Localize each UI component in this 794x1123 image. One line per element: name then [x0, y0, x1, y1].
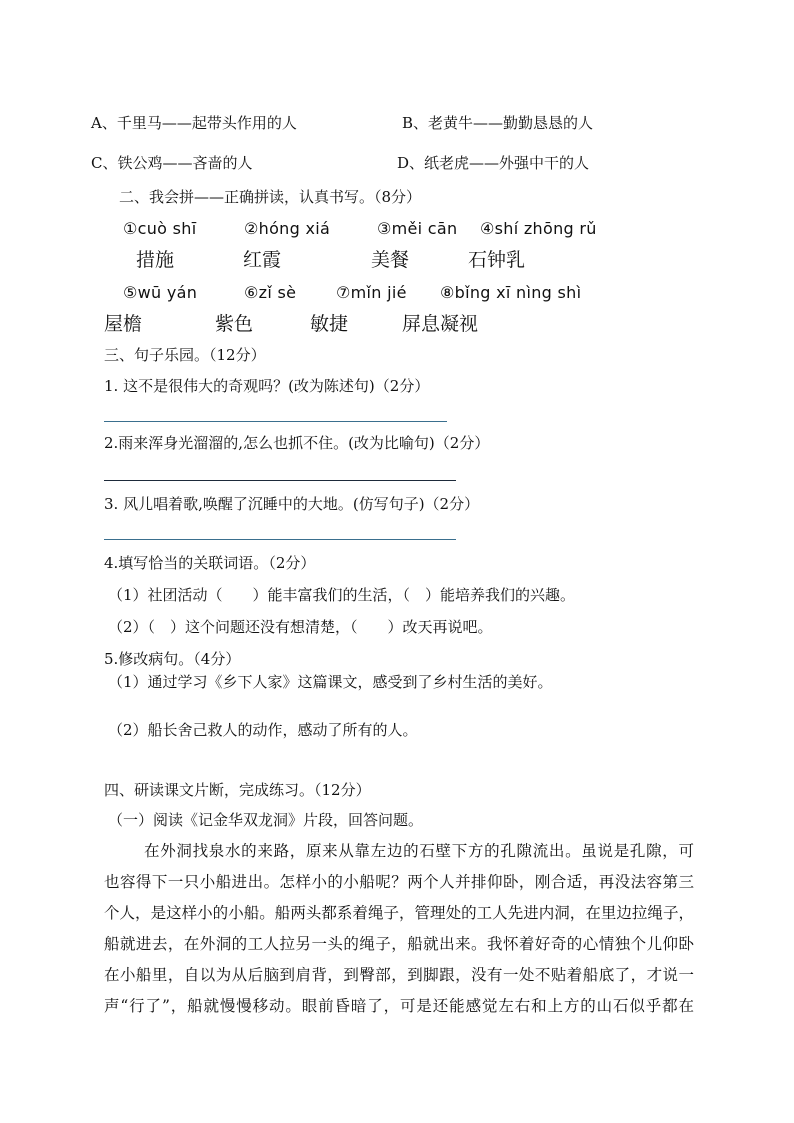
- option-b: B、老黄牛——勤勤恳恳的人: [402, 114, 594, 132]
- section4-subtitle: （一）阅读《记金华双龙洞》片段，回答问题。: [108, 811, 424, 829]
- word-6: 紫色: [215, 313, 254, 335]
- question-4-1: （1）社团活动（ ）能丰富我们的生活，（ ）能培养我们的兴趣。: [108, 586, 576, 604]
- question-4-2: （2）（ ）这个问题还没有想清楚，（ ）改天再说吧。: [108, 618, 493, 636]
- passage-line-6: 声“行了”，船就慢慢移动。眼前昏暗了，可是还能感觉左右和上方的山石似乎都在: [104, 997, 694, 1015]
- pinyin-2: ②hóng xiá: [244, 219, 331, 238]
- pinyin-8: ⑧bǐng xī nìng shì: [440, 283, 582, 302]
- question-1: 1. 这不是很伟大的奇观吗？(改为陈述句)（2分）: [104, 377, 430, 395]
- pinyin-3: ③měi cān: [377, 219, 458, 238]
- passage-line-2: 也容得下一只小船进出。怎样小的小船呢？两个人并排仰卧，刚合适，再没法容第三: [104, 873, 694, 891]
- question-5-2: （2）船长舍己救人的动作，感动了所有的人。: [108, 721, 418, 739]
- pinyin-4: ④shí zhōng rǔ: [480, 219, 597, 238]
- question-2: 2.雨来浑身光溜溜的,怎么也抓不住。(改为比喻句)（2分）: [104, 434, 490, 452]
- word-3: 美餐: [371, 249, 410, 271]
- option-c: C、铁公鸡——吝啬的人: [91, 154, 253, 172]
- question-4: 4.填写恰当的关联词语。（2分）: [104, 554, 316, 572]
- option-a: A、千里马——起带头作用的人: [91, 114, 297, 132]
- answer-line-2[interactable]: [104, 480, 456, 481]
- answer-line-3[interactable]: [104, 539, 456, 540]
- option-d: D、纸老虎——外强中干的人: [397, 154, 590, 172]
- passage-line-1: 在外洞找泉水的来路，原来从靠左边的石壁下方的孔隙流出。虽说是孔隙，可: [144, 842, 694, 860]
- passage-line-4: 船就进去，在外洞的工人拉另一头的绳子，船就出来。我怀着好奇的心情独个儿仰卧: [104, 935, 694, 953]
- word-4: 石钟乳: [468, 249, 526, 271]
- word-8: 屏息凝视: [402, 313, 479, 335]
- question-5: 5.修改病句。（4分）: [104, 650, 241, 668]
- reading-passage: [104, 836, 694, 1022]
- passage-line-3: 个人，是这样小的小船。船两头都系着绳子，管理处的工人先进内洞，在里边拉绳子，: [104, 904, 694, 922]
- passage-line-5: 在小船里，自以为从后脑到肩背，到臀部，到脚跟，没有一处不贴着船底了，才说一: [104, 966, 694, 984]
- section3-title: 三、句子乐园。（12分）: [104, 346, 266, 364]
- word-7: 敏捷: [310, 313, 349, 335]
- answer-line-1[interactable]: [104, 421, 447, 422]
- section4-title: 四、研读课文片断，完成练习。（12分）: [104, 781, 371, 799]
- word-1: 措施: [136, 249, 175, 271]
- question-5-1: （1）通过学习《乡下人家》这篇课文，感受到了乡村生活的美好。: [108, 673, 553, 691]
- section2-title: 二、我会拼——正确拼读，认真书写。（8分）: [119, 188, 422, 206]
- pinyin-1: ①cuò shī: [123, 219, 197, 238]
- pinyin-5: ⑤wū yán: [123, 283, 198, 302]
- pinyin-6: ⑥zǐ sè: [244, 283, 297, 302]
- pinyin-7: ⑦mǐn jié: [336, 283, 407, 302]
- word-5: 屋檐: [104, 313, 143, 335]
- word-2: 红霞: [243, 249, 282, 271]
- question-3: 3. 风儿唱着歌,唤醒了沉睡中的大地。(仿写句子)（2分）: [104, 495, 480, 513]
